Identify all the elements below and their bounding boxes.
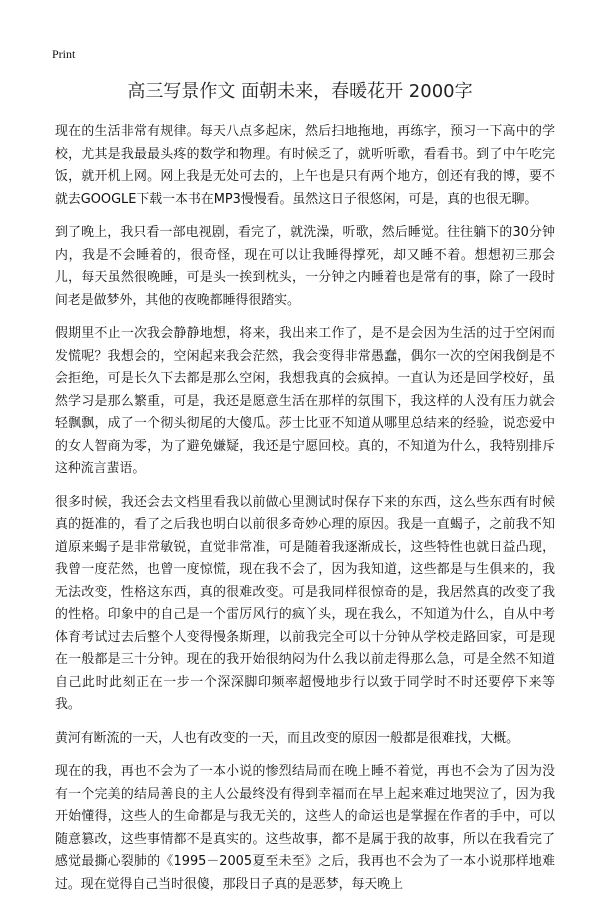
paragraph: 到了晚上，我只看一部电视剧，看完了，就洗澡，听歌，然后睡觉。往往躺下的30分钟内，我是不会睡着的，很奇怪，现在可以让我睡得撑死，却又睡不着。想想初三那会儿，每天虽然很晚睡，可是头一挨到枕头，一分钟之内睡着也是常有的事，除了一段时间老是做梦外，其他的夜晚都睡得很踏实。 (55, 225, 555, 308)
paragraph: 现在的我，再也不会为了一本小说的惨烈结局而在晚上睡不着觉，再也不会为了因为没有一个完美的结局善良的主人公最终没有得到幸福而在早上起来难过地哭泣了，因为我开始懂得，这些人的生命都是与我无关的，这些人的命运也是掌握在作者的手中，可以随意篡改，这些事情都不是真实的。这些故事，都不是属于我的故事，所以在我看完了感觉最撕心裂肺的《1995－2005夏至未至》之后，我再也不会为了一本小说那样地难过。现在觉得自己当时很傻，那段日子真的是恶梦，每天晚上 (55, 764, 555, 892)
paragraph: 很多时候，我还会去文档里看我以前做心里测试时保存下来的东西，这么些东西有时候真的挺准的，看了之后我也明白以前很多奇妙心理的原因。我是一直蝎子，之前我不知道原来蝎子是非常敏锐，直觉非常准，可是随着我逐渐成长，这些特性也就日益凸现，我曾一度茫然，也曾一度惊慌，现在我不会了，因为我知道，这些都是与生俱来的，我无法改变，性格这东西，真的很难改变。可是我同样很惊奇的是，我居然真的改变了我的性格。印象中的自己是一个雷厉风行的疯丫头，现在我么，不知道为什么，自从中考体育考试过去后整个人变得慢条斯理，以前我完全可以十分钟从学校走路回家，可是现在一般都是三十分钟。现在的我开始很纳闷为什么我以前走得那么急，可是全然不知道自己此时此刻正在一步一个深深脚印频率超慢地步行以致于同学时不时还要停下来等我。 (55, 494, 555, 712)
paragraph: 黄河有断流的一天，人也有改变的一天，而且改变的原因一般都是很难找，大概。 (55, 730, 520, 746)
page-title: 高三写景作文 面朝未来，春暖花开 2000字 (127, 81, 473, 102)
paragraph: 现在的生活非常有规律。每天八点多起床，然后扫地拖地，再练字，预习一下高中的学校，尤其是我最最头疼的数学和物理。有时候乏了，就听听歌，看看书。到了中午吃完饭，就开机上网。网上我是无处可去的，上午也是只有两个地方，创还有我的博，要不就去GOOGLE下载一本书在MP3慢慢看。虽然这日子很悠闲，可是，真的也很无聊。 (55, 124, 555, 207)
print-link[interactable]: Print (52, 47, 76, 61)
article-body (55, 121, 555, 907)
paragraph: 假期里不止一次我会静静地想，将来，我出来工作了，是不是会因为生活的过于空闲而发慌呢？我想会的，空闲起来我会茫然，我会变得非常愚蠢，偶尔一次的空闲我倒是不会拒绝，可是长久下去都是那么空闲，我想我真的会疯掉。一直认为还是回学校好，虽然学习是那么繁重，可是，我还是愿意生活在那样的氛围下，我这样的人没有压力就会轻飘飘，成了一个彻头彻尾的大傻瓜。莎士比亚不知道从哪里总结来的经验，说恋爱中的女人智商为零，为了避免嫌疑，我还是宁愿回校。真的，不知道为什么，我特别排斥这种流言蜚语。 (55, 326, 555, 476)
